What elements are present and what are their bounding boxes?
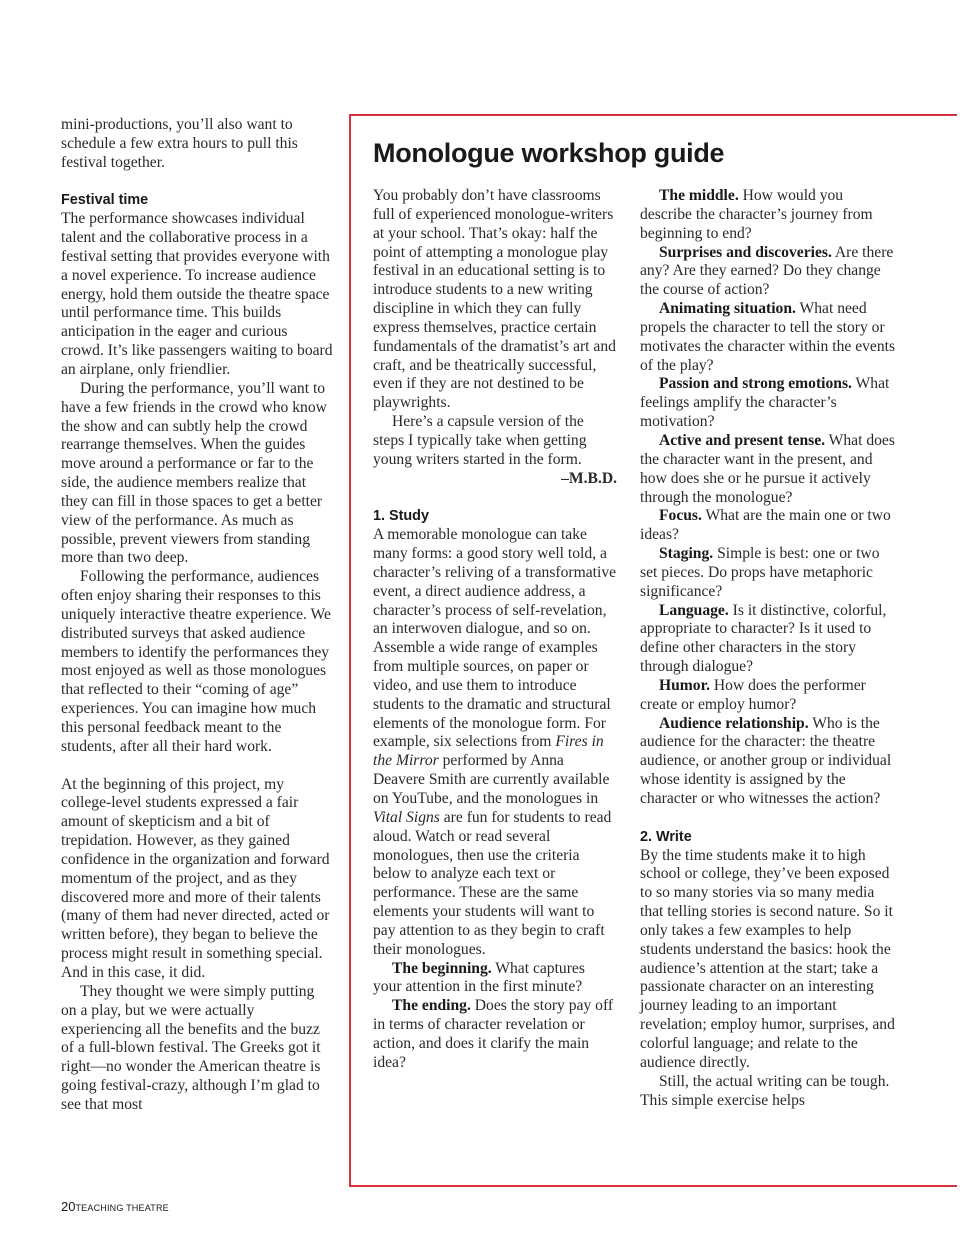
- sidebar-intro: Here’s a capsule version of the steps I typically take when getting young writers started in the form.: [373, 413, 587, 468]
- paragraph: mini-productions, you’ll also want to schedule a few extra hours to pull this festival together.: [61, 116, 298, 171]
- paragraph: The performance showcases individual talent and the collaborative process in a festival setting that provides everyone with a novel experience. To increase audience energy, hold them outside the theatre space until performance time. This builds anticipation in the eager and curious crowd. It’s like passengers waiting to board an airplane, only friendlier.: [61, 210, 333, 378]
- paragraph: Following the performance, audiences often enjoy sharing their responses to this uniquely interactive theatre experience. We distributed surveys that asked audience members to identify the performances they most enjoyed as well as those monologues that reflected to their “coming of age” experiences. You can imagine how much this personal feedback meant to the students, after all their hard work.: [61, 568, 331, 755]
- paragraph: During the performance, you’ll want to have a few friends in the crowd who know the show and can subtly help the crowd rearrange themselves. When the guides move around a performance or far to the side, the audience members realize that they can fill in those spaces to get a better view of the performance. As much as possible, prevent viewers from standing more than two deep.: [61, 379, 327, 567]
- criterion-item: [640, 507, 898, 545]
- criterion-term: Animating situation.: [659, 300, 796, 318]
- criterion-item: [640, 545, 898, 602]
- criterion-item: [640, 244, 898, 301]
- write-paragraph: By the time students make it to high school or college, they’ve been exposed to so many stories via so many media that telling stories is second nature. So it only takes a few examples to help students understand the basics: hook the audience’s attention at the start; take a passionate character on an interesting journey leading to an important revelation; employ humor, surprises, and colorful language; and relate to the audience directly.: [640, 846, 895, 1071]
- title-vital-signs: Vital Signs: [373, 808, 440, 826]
- sidebar-column-left: [373, 187, 617, 1073]
- paragraph: At the beginning of this project, my college-level students expressed a fair amount of skepticism and a bit of trepidation. However, as they gained confidence in the organization and forward momentum of the project, and as they discovered more and more of their talents (many of them had never directed, acted or written before), they began to believe the process might result in something special. And in this case, it did.: [61, 775, 330, 981]
- title-fires-in-the-mirror: Fires in the Mirror: [373, 733, 604, 770]
- sidebar-intro: You probably don’t have classrooms full of experienced monologue-writers at your school. That’s okay: half the point of attempting a monologue play festival in an educational setting is to introduce students to a new writing discipline in which they can fully express themselves, practice certain fundamentals of the dramatist’s art and craft, and be theatrically successful, even if they are not destined to be playwrights.: [373, 187, 616, 412]
- criterion-item: [640, 300, 898, 375]
- study-paragraph: [373, 526, 617, 959]
- left-column: [61, 116, 333, 1115]
- criterion-term: Staging.: [659, 545, 714, 563]
- criterion-item: [640, 375, 898, 432]
- criterion-item: [640, 715, 898, 809]
- section-heading-festival-time: Festival time: [61, 192, 149, 209]
- write-paragraph: Still, the actual writing can be tough. This simple exercise helps: [640, 1072, 890, 1109]
- criterion-text: Simple is best: one or two set pieces. Do props have metaphoric significance?: [640, 545, 880, 600]
- criterion-item: [640, 677, 898, 715]
- magazine-name: TEACHING THEATRE: [75, 1203, 169, 1213]
- criterion-term: Language.: [659, 601, 729, 619]
- criterion-text: What are the main one or two ideas?: [640, 507, 891, 544]
- criterion-term: The beginning.: [392, 959, 492, 977]
- section-heading-write: 2. Write: [640, 828, 692, 845]
- criterion-term: Passion and strong emotions.: [659, 375, 852, 393]
- section-heading-study: 1. Study: [373, 508, 429, 525]
- criterion-item: [640, 187, 898, 244]
- criterion-term: The middle.: [659, 187, 739, 204]
- criterion-text: How does the performer create or employ humor?: [640, 676, 866, 713]
- paragraph: They thought we were simply putting on a play, but we were actually experiencing all the benefits and the buzz of a full-blown festival. The Greeks got it right—no wonder the American theatre is going festival-crazy, although I’m glad to see that most: [61, 982, 321, 1113]
- author-signature: –M.B.D.: [561, 469, 617, 487]
- criterion-text: Does the story pay off in terms of character revelation or action, and does it clarify the main idea?: [373, 997, 614, 1071]
- criterion-text: What captures your attention in the first minute?: [373, 959, 585, 996]
- criterion-item: [640, 602, 898, 677]
- sidebar-title: Monologue workshop guide: [373, 138, 725, 168]
- criterion-text: What need propels the character to tell the story or motivates the character within the events of the play?: [640, 300, 896, 374]
- study-text: are fun for students to read aloud. Watch or read several monologues, then use the criteria below to analyze each text or performance. These are the same elements your students will want to pay attention to as they begin to craft their monologues.: [373, 808, 612, 958]
- criterion-item: [373, 960, 617, 998]
- page-folio: [61, 1199, 169, 1214]
- criterion-term: Audience relationship.: [659, 714, 809, 732]
- criterion-item: [373, 997, 617, 1072]
- criterion-term: The ending.: [392, 997, 471, 1015]
- sidebar-column-right: [640, 187, 898, 1110]
- criterion-term: Surprises and discoveries.: [659, 243, 832, 261]
- criterion-text: What feelings amplify the character’s motivation?: [640, 375, 890, 431]
- criterion-term: Humor.: [659, 676, 710, 694]
- study-text: performed by Anna Deavere Smith are currently available on YouTube, and the monologues in: [373, 752, 610, 807]
- criterion-term: Focus.: [659, 507, 702, 525]
- criterion-text: What does the character want in the present, and how does she or he pursue it actively through the monologue?: [640, 431, 895, 506]
- criterion-text: Is it distinctive, colorful, appropriate to character? Is it used to define other characters in the story through dialogue?: [640, 601, 887, 676]
- criterion-term: Active and present tense.: [659, 431, 826, 449]
- criterion-text: How would you describe the character’s journey from beginning to end?: [640, 187, 873, 242]
- study-text: A memorable monologue can take many forms: a good story well told, a character’s reliving of a transformative event, a direct audience address, a character’s process of self-revelation, an interwoven dialogue, and so on. Assemble a wide range of examples from multiple sources, on paper or video, and use them to introduce students to the dramatic and structural elements of the monologue form. For example, six selections from: [373, 526, 617, 751]
- criterion-text: Who is the audience for the character: the theatre audience, or another group or individual whose identity is assigned by the character or who witnesses the action?: [640, 714, 892, 807]
- criterion-item: [640, 432, 898, 507]
- page-number: 20: [61, 1199, 76, 1214]
- criterion-text: Are there any? Are they earned? Do they change the course of action?: [640, 243, 894, 299]
